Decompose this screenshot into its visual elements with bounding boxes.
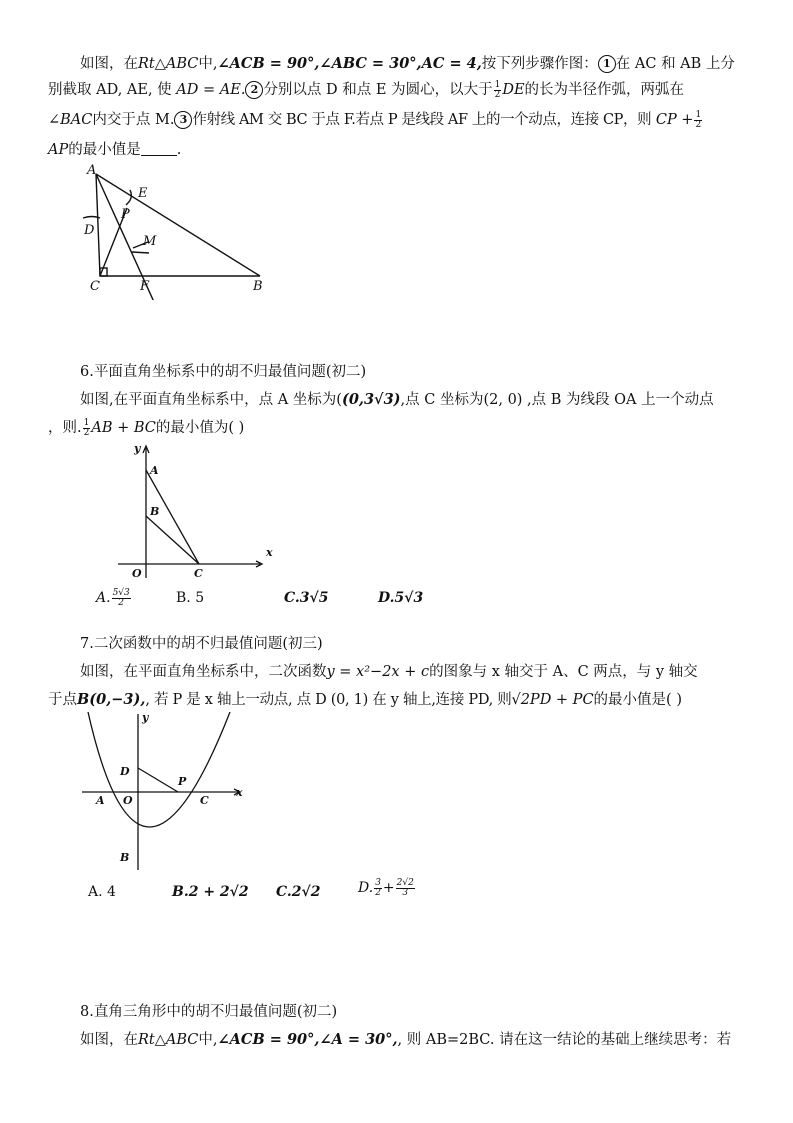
label-f: F <box>140 279 150 294</box>
label-c: C <box>200 794 209 807</box>
q7-expression: √2PD + PC <box>511 692 594 708</box>
label-p: P <box>121 207 130 222</box>
q5-cp: CP + <box>655 112 694 128</box>
q5-text: 中, <box>198 56 218 72</box>
q6-text: 的最小值为( ) <box>155 420 245 436</box>
q6-line-1 <box>80 390 714 410</box>
label-c: C <box>194 567 203 580</box>
q7-text: 于点 <box>48 692 77 708</box>
label-a: A <box>87 163 97 178</box>
q6-title: 6.平面直角坐标系中的胡不归最值问题(初二) <box>80 364 367 380</box>
q5-text: . <box>176 142 182 158</box>
frac-den: 2 <box>83 427 90 438</box>
segment-dp <box>138 768 178 792</box>
label-m: M <box>143 234 157 249</box>
q7-parabola-figure <box>80 712 250 872</box>
q5-rt-abc: Rt△ABC <box>138 56 199 72</box>
label-p: P <box>178 775 187 788</box>
q6-choice-a[interactable] <box>96 588 132 608</box>
label-y: y <box>142 712 149 724</box>
parabola <box>88 712 230 827</box>
frac-num: 2√2 <box>396 877 414 888</box>
q5-text: 内交于点 M. <box>92 112 175 128</box>
arc-m-2 <box>132 252 149 253</box>
q6-coord-a: (0,3√3) <box>341 391 401 408</box>
q5-text: 的长为半径作弧，两弧在 <box>524 82 685 98</box>
label-b: B <box>120 851 130 864</box>
frac-den: 2 <box>695 119 702 130</box>
q5-text: 按下列步骤作图： <box>481 56 598 72</box>
q7-text: 如图，在平面直角坐标系中，二次函数 <box>80 664 327 680</box>
q6-choice-b[interactable]: B. 5 <box>176 590 205 606</box>
choice-d-fraction-2 <box>396 879 415 898</box>
label-a: A <box>96 794 105 807</box>
plus-sign: + <box>382 880 395 896</box>
label-b: B <box>253 279 263 294</box>
q5-line-4 <box>48 140 181 160</box>
q6-line-2 <box>48 418 244 438</box>
q8-text: , 则 AB=2BC. 请在这一结论的基础上继续思考：若 <box>397 1032 732 1048</box>
q6-coordinate-figure <box>110 440 280 580</box>
frac-den: 3 <box>402 887 409 898</box>
q7-line-1 <box>80 662 698 682</box>
q8-text: 中, <box>198 1032 218 1048</box>
choice-d-fraction-1 <box>374 879 382 898</box>
q5-line-1 <box>80 54 735 74</box>
q6-expression: AB + BC <box>91 420 156 436</box>
q5-text: 如图，在 <box>80 56 138 72</box>
q7-choice-a[interactable]: A. 4 <box>88 884 116 900</box>
arc-e <box>126 190 131 205</box>
label-y: y <box>134 442 141 455</box>
q7-line-2 <box>48 690 682 710</box>
q7-choice-d[interactable] <box>358 878 416 898</box>
choice-label: A. <box>96 590 111 606</box>
q5-text: 别截取 AD, AE, 使 <box>48 82 172 98</box>
fraction-half <box>494 81 502 100</box>
q5-de: DE <box>502 82 525 98</box>
q7-text: 的最小值是( ) <box>593 692 682 708</box>
choice-a-fraction <box>112 589 131 608</box>
q5-ap: AP <box>48 142 69 158</box>
frac-num: 1 <box>494 79 501 90</box>
q5-line-3 <box>48 110 703 130</box>
label-x: x <box>266 546 273 559</box>
label-e: E <box>138 186 148 201</box>
q8-rt-abc: Rt△ABC <box>138 1032 199 1048</box>
frac-num: 3 <box>375 877 381 888</box>
label-c: C <box>90 279 100 294</box>
q7-choice-b[interactable]: B.2 + 2√2 <box>172 884 249 900</box>
q5-angle-bac: ∠BAC <box>48 112 93 128</box>
label-d: D <box>84 223 95 238</box>
frac-num: 5√3 <box>112 587 130 598</box>
q5-conditions: ∠ACB = 90°,∠ABC = 30°,AC = 4, <box>217 55 482 72</box>
q6-choice-d[interactable]: D.5√3 <box>378 590 424 606</box>
q8-text: 如图，在 <box>80 1032 138 1048</box>
q7-title: 7.二次函数中的胡不归最值问题(初三) <box>80 636 323 652</box>
frac-den: 2 <box>375 887 381 898</box>
label-b: B <box>150 505 160 518</box>
q7-text: 的图象与 x 轴交于 A、C 两点，与 y 轴交 <box>429 664 698 680</box>
side-ac <box>96 174 100 276</box>
fraction-half <box>83 419 91 438</box>
q5-ad-ae: AD = AE. <box>176 82 246 98</box>
answer-blank <box>141 141 177 156</box>
label-d: D <box>120 765 130 778</box>
choice-label: D. <box>358 880 374 896</box>
q5-text: 在 AC 和 AB 上分 <box>615 56 735 72</box>
q7-text: , 若 P 是 x 轴上一动点, 点 D (0, 1) 在 y 轴上,连接 PD, 则 <box>145 692 512 708</box>
label-x: x <box>236 786 243 799</box>
fraction-half <box>694 111 702 130</box>
q7-point-b: B(0,−3), <box>77 691 146 708</box>
q5-text: 的最小值是 <box>68 142 141 158</box>
frac-den: 2 <box>494 89 501 100</box>
arc-d <box>83 217 100 219</box>
q8-conditions: ∠ACB = 90°,∠A = 30°, <box>217 1031 398 1048</box>
q7-choice-c[interactable]: C.2√2 <box>276 884 321 900</box>
q6-text: 如图,在平面直角坐标系中，点 A 坐标为( <box>80 392 342 408</box>
q6-choice-c[interactable]: C.3√5 <box>284 590 329 606</box>
q5-text: 分别以点 D 和点 E 为圆心，以大于 <box>263 82 493 98</box>
q8-title: 8.直角三角形中的胡不归最值问题(初二) <box>80 1004 338 1020</box>
segment-bc <box>146 516 199 564</box>
frac-num: 1 <box>83 417 90 428</box>
label-o: O <box>132 567 142 580</box>
q6-text: ,点 C 坐标为(2, 0) ,点 B 为线段 OA 上一个动点 <box>400 392 714 408</box>
q8-line-1 <box>80 1030 731 1050</box>
q7-function: y = x²−2x + c <box>326 664 430 680</box>
step-1-marker: 1 <box>598 55 616 73</box>
q5-triangle-figure <box>78 160 278 300</box>
step-3-marker: 3 <box>174 111 192 129</box>
q6-text: ，则. <box>48 420 82 436</box>
q5-line-2 <box>48 80 684 100</box>
q5-text: 作射线 AM 交 BC 于点 F.若点 P 是线段 AF 上的一个动点，连接 CP，则 <box>192 112 652 128</box>
frac-den: 2 <box>118 597 125 608</box>
label-o: O <box>123 794 133 807</box>
label-a: A <box>150 464 159 477</box>
step-2-marker: 2 <box>245 81 263 99</box>
frac-num: 1 <box>695 109 702 120</box>
